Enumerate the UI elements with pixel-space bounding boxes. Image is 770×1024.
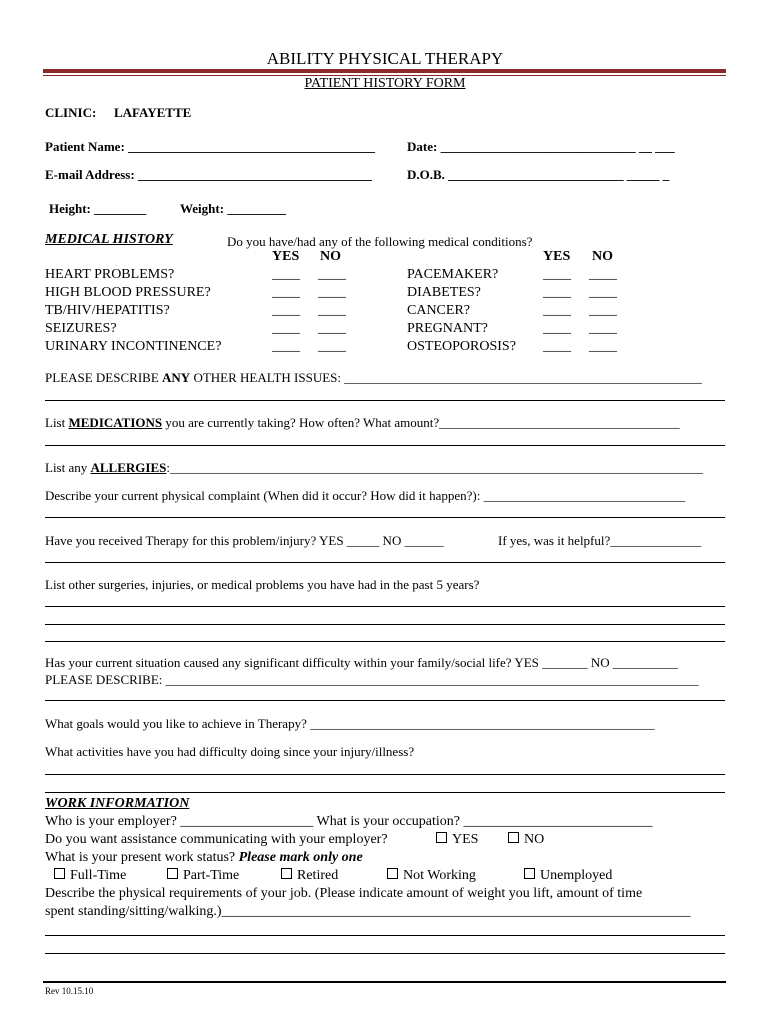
- assist-no-checkbox[interactable]: [508, 832, 519, 843]
- weight-row: [180, 201, 286, 217]
- assist-yes-label: YES: [452, 832, 479, 847]
- seizures-yes-blank[interactable]: ____: [272, 321, 300, 336]
- not-working-checkbox[interactable]: [387, 868, 398, 879]
- retired-checkbox[interactable]: [281, 868, 292, 879]
- surgeries-line-3[interactable]: [45, 641, 725, 642]
- diabetes-no-blank[interactable]: ____: [589, 285, 617, 300]
- goals-question[interactable]: What goals would you like to achieve in Therapy? _____________________________________________________: [45, 716, 655, 731]
- parttime-label: Part-Time: [183, 868, 240, 883]
- physical-requirements-question-2[interactable]: spent standing/sitting/walking.)___________________________________________________________________: [45, 904, 691, 919]
- fulltime-checkbox[interactable]: [54, 868, 65, 879]
- therapy-helpful-question[interactable]: If yes, was it helpful?______________: [498, 533, 702, 548]
- other-issues-emphasis: ANY: [162, 370, 191, 385]
- email-label: E-mail Address:: [45, 167, 135, 182]
- weight-field[interactable]: _________: [227, 201, 286, 216]
- other-issues-text: PLEASE DESCRIBE: [45, 370, 163, 385]
- assist-yes-option[interactable]: [436, 832, 478, 848]
- date-label: Date:: [407, 139, 438, 154]
- other-issues-line[interactable]: [45, 400, 725, 401]
- right-no-header: NO: [592, 249, 613, 264]
- difficulty-line[interactable]: [45, 700, 725, 701]
- condition-diabetes: DIABETES?: [407, 285, 481, 300]
- medications-question: [45, 415, 680, 431]
- condition-heart-problems: HEART PROBLEMS?: [45, 267, 175, 282]
- status-unemployed-option[interactable]: [524, 868, 612, 884]
- dob-label: D.O.B.: [407, 167, 445, 182]
- activities-line-2[interactable]: [45, 792, 725, 793]
- unemployed-label: Unemployed: [540, 868, 613, 883]
- right-yes-header: YES: [543, 249, 571, 264]
- medications-field[interactable]: you are currently taking? How often? What amount?_____________________________________: [162, 415, 680, 430]
- incontinence-yes-blank[interactable]: ____: [272, 339, 300, 354]
- fulltime-label: Full-Time: [70, 868, 127, 883]
- left-no-header: NO: [320, 249, 341, 264]
- patient-name-row: [45, 139, 375, 155]
- status-question: What is your present work status?: [45, 850, 239, 865]
- surgeries-line-1[interactable]: [45, 606, 725, 607]
- complaint-question[interactable]: Describe your current physical complaint (When did it occur? How did it happen?): _______________________________: [45, 488, 686, 503]
- activities-question: What activities have you had difficulty doing since your injury/illness?: [45, 744, 415, 759]
- form-title: ABILITY PHYSICAL THERAPY: [266, 49, 504, 68]
- date-row: [407, 139, 675, 155]
- seizures-no-blank[interactable]: ____: [318, 321, 346, 336]
- bp-yes-blank[interactable]: ____: [272, 285, 300, 300]
- heart-yes-blank[interactable]: ____: [272, 267, 300, 282]
- header-rule-thick: [43, 69, 726, 73]
- condition-pacemaker: PACEMAKER?: [407, 267, 499, 282]
- revision-label: Rev 10.15.10: [45, 986, 94, 996]
- not-working-label: Not Working: [403, 868, 476, 883]
- dob-field[interactable]: ___________________________ _____ _: [448, 167, 670, 182]
- dob-row: [407, 167, 669, 183]
- condition-high-blood-pressure: HIGH BLOOD PRESSURE?: [45, 285, 211, 300]
- status-retired-option[interactable]: [281, 868, 338, 884]
- surgeries-line-2[interactable]: [45, 624, 725, 625]
- heart-no-blank[interactable]: ____: [318, 267, 346, 282]
- form-subtitle: PATIENT HISTORY FORM: [304, 76, 466, 91]
- therapy-question[interactable]: Have you received Therapy for this problem/injury? YES _____ NO ______: [45, 533, 444, 548]
- bp-no-blank[interactable]: ____: [318, 285, 346, 300]
- medications-text: List: [45, 415, 69, 430]
- status-note: Please mark only one: [238, 850, 363, 865]
- activities-line-1[interactable]: [45, 774, 725, 775]
- employer-row: [45, 814, 653, 830]
- difficulty-describe[interactable]: PLEASE DESCRIBE: __________________________________________________________________________________: [45, 672, 699, 687]
- condition-tb-hiv-hepatitis: TB/HIV/HEPATITIS?: [45, 303, 170, 318]
- height-row: [49, 201, 146, 217]
- diabetes-yes-blank[interactable]: ____: [543, 285, 571, 300]
- condition-osteoporosis: OSTEOPOROSIS?: [407, 339, 516, 354]
- status-not-working-option[interactable]: [387, 868, 476, 884]
- retired-label: Retired: [297, 868, 339, 883]
- assist-yes-checkbox[interactable]: [436, 832, 447, 843]
- patient-name-field[interactable]: ______________________________________: [128, 139, 376, 154]
- height-field[interactable]: ________: [94, 201, 147, 216]
- medications-emphasis: MEDICATIONS: [68, 415, 163, 430]
- physical-requirements-question-1: Describe the physical requirements of your job. (Please indicate amount of weight you lift, amount of time: [45, 886, 643, 901]
- other-issues-field[interactable]: OTHER HEALTH ISSUES: _______________________________________________________: [190, 370, 702, 385]
- weight-label: Weight:: [180, 201, 225, 216]
- osteoporosis-yes-blank[interactable]: ____: [543, 339, 571, 354]
- cancer-no-blank[interactable]: ____: [589, 303, 617, 318]
- clinic-label: CLINIC:: [45, 105, 97, 120]
- surgeries-question: List other surgeries, injuries, or medical problems you have had in the past 5 years?: [45, 577, 480, 592]
- occupation-field[interactable]: ___________________________: [463, 814, 653, 829]
- assist-no-option[interactable]: [508, 832, 544, 848]
- medical-history-heading: MEDICAL HISTORY: [45, 232, 173, 247]
- status-row: [45, 850, 363, 866]
- pacemaker-no-blank[interactable]: ____: [589, 267, 617, 282]
- employer-field[interactable]: ___________________: [180, 814, 314, 829]
- email-field[interactable]: ____________________________________: [137, 167, 372, 182]
- pregnant-no-blank[interactable]: ____: [589, 321, 617, 336]
- email-row: [45, 167, 372, 183]
- condition-pregnant: PREGNANT?: [407, 321, 488, 336]
- difficulty-question[interactable]: Has your current situation caused any significant difficulty within your family/social life? YES _______ NO __________: [45, 655, 678, 670]
- footer-rule: [43, 981, 726, 983]
- clinic-value: LAFAYETTE: [114, 105, 192, 120]
- assist-no-label: NO: [524, 832, 545, 847]
- physical-line-1[interactable]: [45, 935, 725, 936]
- allergies-question: [45, 460, 703, 476]
- condition-seizures: SEIZURES?: [45, 321, 117, 336]
- allergies-emphasis: ALLERGIES: [90, 460, 167, 475]
- osteoporosis-no-blank[interactable]: ____: [589, 339, 617, 354]
- medical-history-question: Do you have/had any of the following medical conditions?: [227, 234, 533, 249]
- therapy-line[interactable]: [45, 562, 725, 563]
- medications-line[interactable]: [45, 445, 725, 446]
- incontinence-no-blank[interactable]: ____: [318, 339, 346, 354]
- tb-yes-blank[interactable]: ____: [272, 303, 300, 318]
- pacemaker-yes-blank[interactable]: ____: [543, 267, 571, 282]
- patient-name-label: Patient Name:: [45, 139, 125, 154]
- allergies-field[interactable]: :__________________________________________________________________________________: [166, 460, 703, 475]
- complaint-line[interactable]: [45, 517, 725, 518]
- other-issues-question: [45, 370, 702, 386]
- physical-line-2[interactable]: [45, 953, 725, 954]
- employer-label: Who is your employer?: [45, 814, 181, 829]
- cancer-yes-blank[interactable]: ____: [543, 303, 571, 318]
- status-fulltime-option[interactable]: [54, 868, 126, 884]
- tb-no-blank[interactable]: ____: [318, 303, 346, 318]
- occupation-label: What is your occupation?: [313, 814, 464, 829]
- work-information-heading: WORK INFORMATION: [45, 796, 190, 811]
- unemployed-checkbox[interactable]: [524, 868, 535, 879]
- assist-question: Do you want assistance communicating with your employer?: [45, 832, 388, 847]
- left-yes-header: YES: [272, 249, 300, 264]
- parttime-checkbox[interactable]: [167, 868, 178, 879]
- condition-cancer: CANCER?: [407, 303, 470, 318]
- allergies-text: List any: [45, 460, 91, 475]
- height-label: Height:: [49, 201, 91, 216]
- condition-urinary-incontinence: URINARY INCONTINENCE?: [45, 339, 222, 354]
- date-field[interactable]: ______________________________ __ ___: [440, 139, 675, 154]
- pregnant-yes-blank[interactable]: ____: [543, 321, 571, 336]
- status-parttime-option[interactable]: [167, 868, 239, 884]
